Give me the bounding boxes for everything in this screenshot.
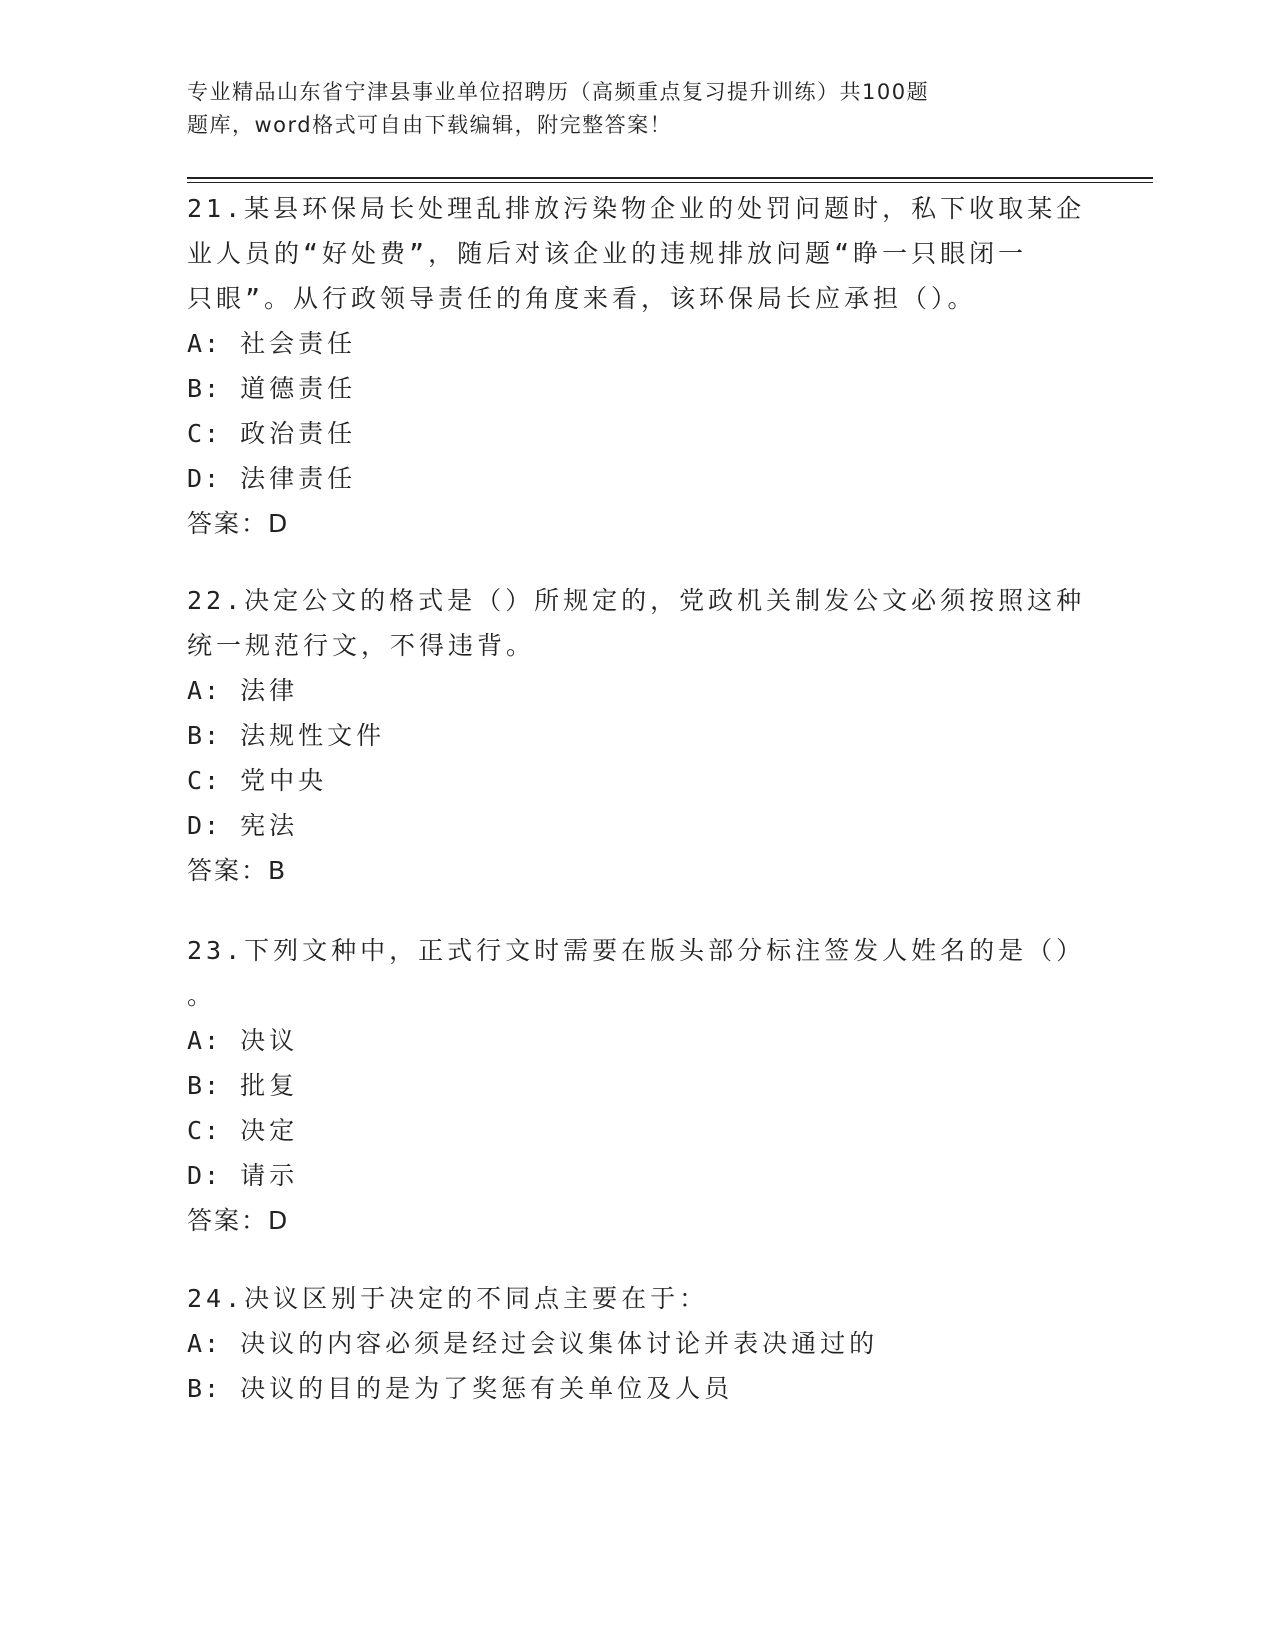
option-a: [187, 1321, 1067, 1366]
question-23: [187, 928, 1086, 1243]
question-stem-line: 只眼”。从行政领导责任的角度来看，该环保局长应承担（）。: [187, 284, 977, 313]
option-b: [187, 713, 1067, 758]
question-stem-line: 。: [187, 981, 217, 1010]
option-letter: B:: [187, 1071, 222, 1100]
option-letter: C:: [187, 766, 222, 795]
header-title-line-1: 专业精品山东省宁津县事业单位招聘历（高频重点复习提升训练）共100题: [187, 80, 930, 104]
question-stem-line: 统一规范行文，不得违背。: [187, 631, 536, 660]
option-letter: B:: [187, 721, 222, 750]
option-letter: B:: [187, 374, 222, 403]
divider-thick-line: [187, 177, 1153, 179]
option-b: [187, 1063, 1067, 1108]
option-text: 政治责任: [240, 419, 357, 448]
answer-line: 答案：B: [187, 856, 288, 885]
option-d: [187, 803, 1067, 848]
option-letter: C:: [187, 419, 222, 448]
option-letter: D:: [187, 811, 222, 840]
header-title-line-2: 题库，word格式可自由下载编辑，附完整答案！: [187, 113, 673, 137]
option-text: 决议的内容必须是经过会议集体讨论并表决通过的: [240, 1329, 879, 1358]
option-a: [187, 1018, 1067, 1063]
question-24: [187, 1276, 1067, 1411]
option-letter: D:: [187, 1161, 222, 1190]
header-divider: [187, 177, 1153, 183]
divider-thin-line: [187, 182, 1153, 183]
option-a: [187, 321, 1067, 366]
question-stem-line: 24.决议区别于决定的不同点主要在于：: [187, 1284, 709, 1313]
question-stem-line: 21.某县环保局长处理乱排放污染物企业的处罚问题时，私下收取某企: [187, 194, 1086, 223]
option-text: 党中央: [240, 766, 328, 795]
answer-line: 答案：D: [187, 1206, 290, 1235]
question-stem-line: 22.决定公文的格式是（）所规定的，党政机关制发公文必须按照这种: [187, 586, 1086, 615]
option-c: [187, 1108, 1067, 1153]
answer-line: 答案：D: [187, 509, 290, 538]
question-22: [187, 578, 1086, 893]
option-a: [187, 668, 1067, 713]
option-d: [187, 1153, 1067, 1198]
option-text: 决议: [240, 1026, 299, 1055]
option-text: 法律: [240, 676, 299, 705]
option-text: 批复: [240, 1071, 299, 1100]
option-c: [187, 411, 1067, 456]
option-text: 社会责任: [240, 329, 357, 358]
option-text: 决议的目的是为了奖惩有关单位及人员: [240, 1374, 734, 1403]
option-text: 宪法: [240, 811, 299, 840]
option-letter: A:: [187, 1026, 222, 1055]
option-c: [187, 758, 1067, 803]
question-21: [187, 186, 1086, 546]
question-stem-line: 23.下列文种中，正式行文时需要在版头部分标注签发人姓名的是（）: [187, 936, 1086, 965]
option-letter: A:: [187, 1329, 222, 1358]
option-letter: B:: [187, 1374, 222, 1403]
option-b: [187, 1366, 1067, 1411]
option-letter: A:: [187, 676, 222, 705]
option-letter: A:: [187, 329, 222, 358]
option-text: 法律责任: [240, 464, 357, 493]
option-text: 道德责任: [240, 374, 357, 403]
option-text: 决定: [240, 1116, 299, 1145]
document-header: [187, 76, 1007, 142]
option-letter: C:: [187, 1116, 222, 1145]
option-d: [187, 456, 1067, 501]
option-text: 法规性文件: [240, 721, 386, 750]
option-b: [187, 366, 1067, 411]
option-text: 请示: [240, 1161, 299, 1190]
question-stem-line: 业人员的“好处费”，随后对该企业的违规排放问题“睁一只眼闭一: [187, 239, 1028, 268]
option-letter: D:: [187, 464, 222, 493]
